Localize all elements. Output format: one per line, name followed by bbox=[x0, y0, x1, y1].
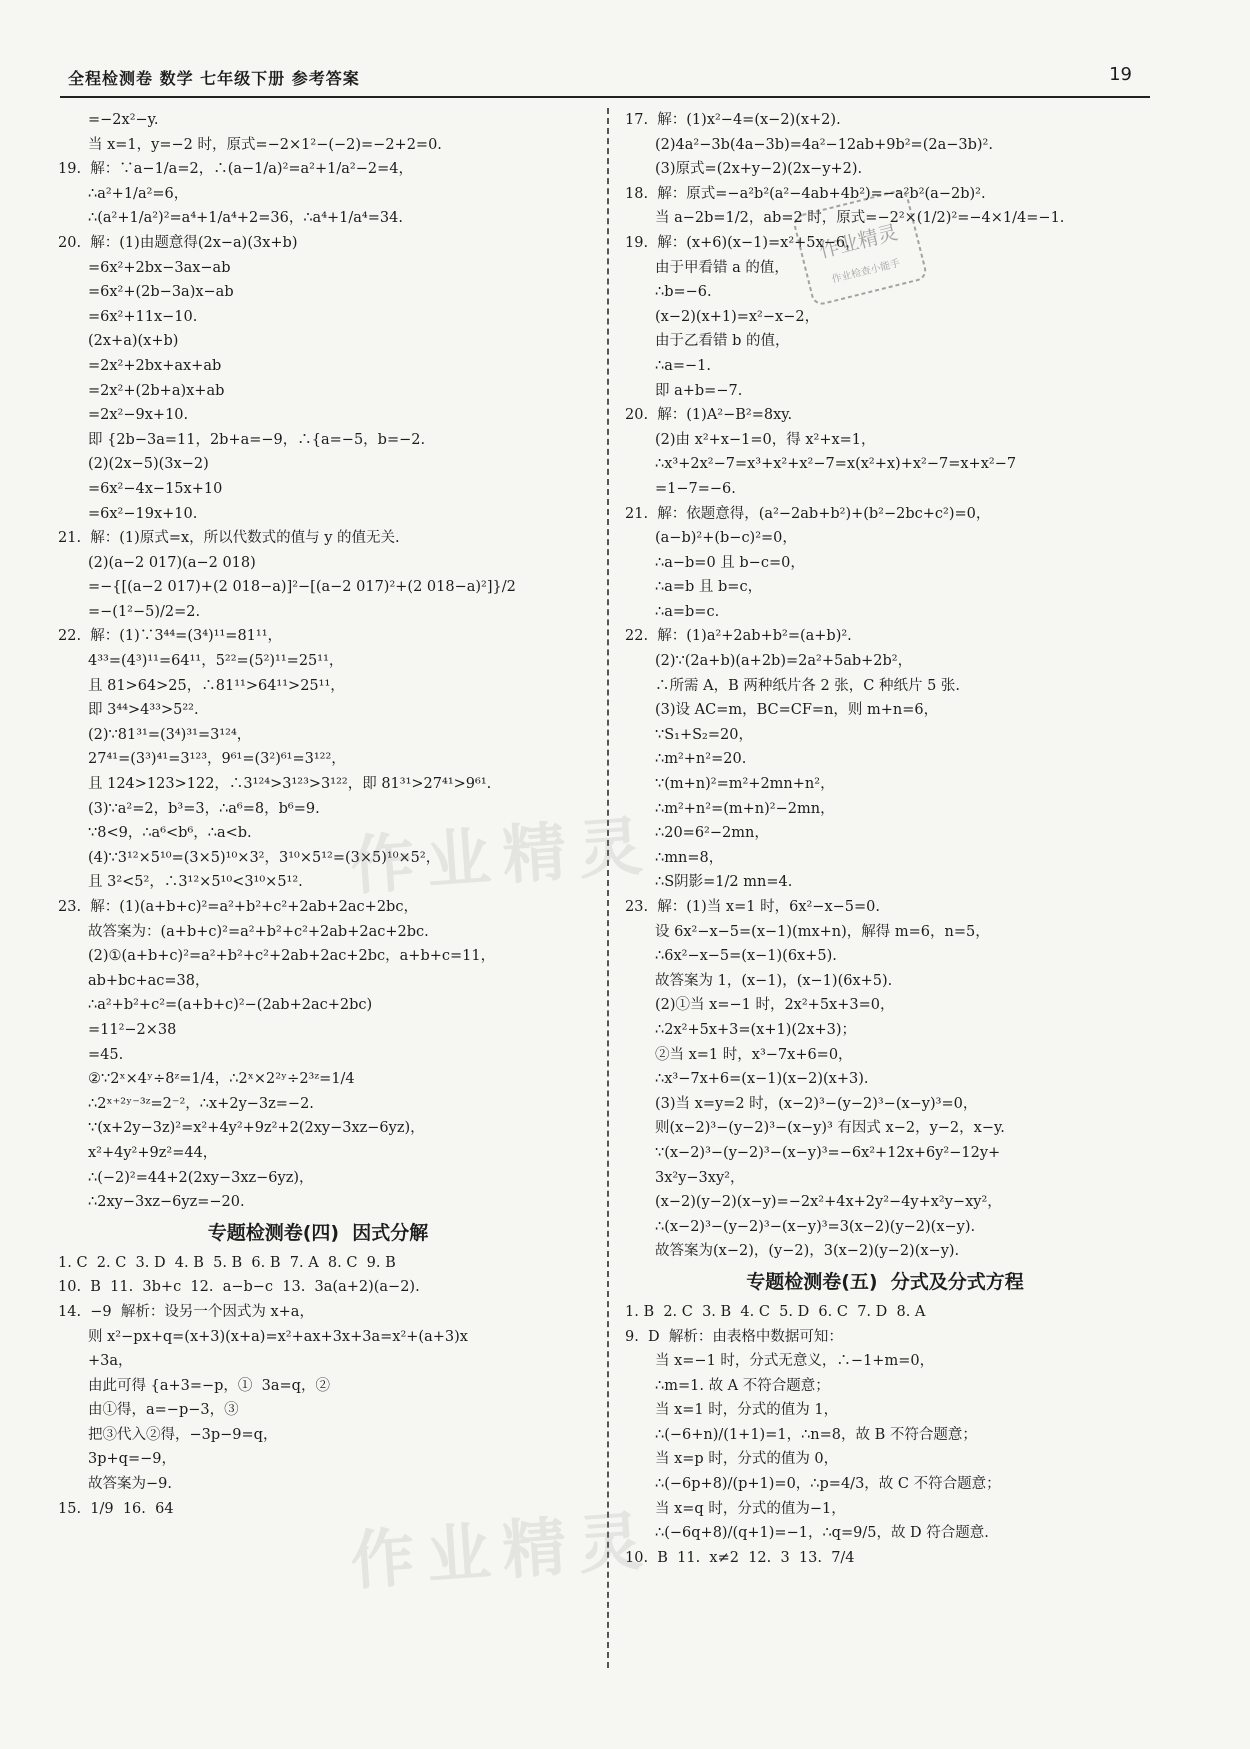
answer-line: ∴2x²+5x+3=(x+1)(2x+3)； bbox=[655, 1021, 856, 1038]
answer-line: (2)∵(2a+b)(a+2b)=2a²+5ab+2b²， bbox=[655, 653, 913, 670]
answer-line: (3)∵a²=2，b³=3，∴a⁶=8，b⁶=9. bbox=[88, 800, 320, 817]
answer-line: 10. B 11. 3b+c 12. a−b−c 13. 3a(a+2)(a−2). bbox=[58, 1279, 420, 1296]
answer-line: ∴m²+n²=20. bbox=[655, 751, 747, 768]
svg-text:作业精灵: 作业精灵 bbox=[816, 219, 901, 263]
answer-line: (3)当 x=y=2 时，(x−2)³−(y−2)³−(x−y)³=0， bbox=[655, 1095, 978, 1112]
answer-line: =2x²+(2b+a)x+ab bbox=[88, 382, 225, 399]
answer-line: ∴a=−1. bbox=[655, 357, 712, 374]
answer-line: ∴a²+b²+c²=(a+b+c)²−(2ab+2ac+2bc) bbox=[88, 997, 373, 1014]
answer-line: ∴2ˣ⁺²ʸ⁻³ᶻ=2⁻²，∴x+2y−3z=−2. bbox=[88, 1095, 314, 1112]
section-title: 专题检测卷(四) 因式分解 bbox=[207, 1221, 429, 1244]
watermark: 作业精灵 bbox=[348, 809, 657, 905]
answer-line: ∴(x−2)³−(y−2)³−(x−y)³=3(x−2)(y−2)(x−y). bbox=[655, 1218, 976, 1235]
answer-line: =6x²+2bx−3ax−ab bbox=[88, 259, 231, 276]
answer-line: ∴20=6²−2mn， bbox=[655, 825, 769, 842]
answer-line: ∵8<9，∴a⁶<b⁶，∴a<b. bbox=[88, 825, 252, 842]
answer-line: x²+4y²+9z²=44， bbox=[88, 1144, 218, 1161]
page-number: 19 bbox=[1109, 64, 1132, 85]
answer-line: 10. B 11. x≠2 12. 3 13. 7/4 bbox=[625, 1549, 855, 1566]
answer-line: (x−2)(x+1)=x²−x−2， bbox=[655, 308, 820, 325]
right-column bbox=[625, 108, 1145, 1570]
answer-line: 14. −9 解析：设另一个因式为 x+a， bbox=[58, 1303, 314, 1320]
answer-line: 21. 解：依题意得，(a²−2ab+b²)+(b²−2bc+c²)=0， bbox=[625, 505, 991, 522]
answer-line: ∴a²+1/a²=6， bbox=[88, 185, 189, 202]
answer-line: (2)①(a+b+c)²=a²+b²+c²+2ab+2ac+2bc，a+b+c=11， bbox=[88, 948, 496, 965]
answer-line: ∴(−6p+8)/(p+1)=0，∴p=4/3，故 C 不符合题意； bbox=[655, 1476, 1001, 1493]
answer-line: 故答案为(x−2)，(y−2)，3(x−2)(y−2)(x−y). bbox=[655, 1243, 960, 1260]
page-header bbox=[60, 62, 1150, 98]
answer-line: ∴S阴影=1/2 mn=4. bbox=[655, 874, 793, 891]
watermark: 作业精灵 bbox=[348, 1504, 657, 1600]
answer-line: ∴(−6+n)/(1+1)=1，∴n=8，故 B 不符合题意； bbox=[655, 1426, 977, 1443]
answer-line: 当 x=p 时，分式的值为 0， bbox=[655, 1451, 839, 1468]
answer-line: 则(x−2)³−(y−2)³−(x−y)³ 有因式 x−2，y−2，x−y. bbox=[655, 1120, 1005, 1137]
answer-line: ∴b=−6. bbox=[655, 284, 712, 301]
answer-line: =6x²−4x−15x+10 bbox=[88, 480, 223, 497]
answer-line: ②∵2ˣ×4ʸ÷8ᶻ=1/4，∴2ˣ×2²ʸ÷2³ᶻ=1/4 bbox=[88, 1071, 355, 1088]
answer-line: (a−b)²+(b−c)²=0， bbox=[655, 530, 797, 547]
answer-line: 1. B 2. C 3. B 4. C 5. D 6. C 7. D 8. A bbox=[625, 1303, 926, 1320]
answer-line: ∵(x−2)³−(y−2)³−(x−y)³=−6x²+12x+6y²−12y+ bbox=[655, 1144, 1001, 1161]
answer-line: 由此可得 {a+3=−p，① 3a=q，② bbox=[88, 1377, 330, 1394]
answer-line: =45. bbox=[88, 1046, 124, 1063]
answer-line: ∴a=b 且 b=c， bbox=[655, 579, 763, 596]
answer-line: ∴x³−7x+6=(x−1)(x−2)(x+3). bbox=[655, 1071, 869, 1088]
answer-line: 当 a−2b=1/2，ab=2 时，原式=−2²×(1/2)²=−4×1/4=−1. bbox=[655, 210, 1065, 227]
answer-line: 20. 解：(1)A²−B²=8xy. bbox=[625, 407, 793, 424]
answer-line: ∴6x²−x−5=(x−1)(6x+5). bbox=[655, 948, 837, 965]
answer-line: 23. 解：(1)当 x=1 时，6x²−x−5=0. bbox=[625, 899, 880, 915]
answer-line: 且 81>64>25，∴81¹¹>64¹¹>25¹¹， bbox=[88, 677, 345, 694]
answer-line: 当 x=1 时，分式的值为 1， bbox=[655, 1402, 839, 1419]
answer-line: =−{[(a−2 017)+(2 018−a)]²−[(a−2 017)²+(2 018−a)²]}/2 bbox=[88, 579, 516, 596]
answer-line: 1. C 2. C 3. D 4. B 5. B 6. B 7. A 8. C 9. B bbox=[58, 1254, 396, 1271]
answer-line: ∴(−2)²=44+2(2xy−3xz−6yz)， bbox=[88, 1169, 314, 1186]
answer-line: (2)(a−2 017)(a−2 018) bbox=[88, 554, 256, 571]
answer-line: 9. D 解析：由表格中数据可知： bbox=[625, 1328, 843, 1345]
answer-line: =2x²−9x+10. bbox=[88, 407, 189, 424]
answer-line: 故答案为 1，(x−1)，(x−1)(6x+5). bbox=[655, 972, 893, 989]
answer-line: 且 124>123>122，∴3¹²⁴>3¹²³>3¹²²，即 81³¹>27⁴¹>9⁶¹. bbox=[88, 776, 492, 793]
answer-line: =11²−2×38 bbox=[88, 1021, 177, 1038]
answer-line: 15. 1/9 16. 64 bbox=[58, 1500, 174, 1517]
answer-line: (2)∵81³¹=(3⁴)³¹=3¹²⁴， bbox=[88, 726, 252, 743]
answer-line: 23. 解：(1)(a+b+c)²=a²+b²+c²+2ab+2ac+2bc， bbox=[58, 899, 418, 915]
answer-line: 18. 解：原式=−a²b²(a²−4ab+4b²)=−a²b²(a−2b)². bbox=[625, 185, 986, 202]
answer-line: ∴(a²+1/a²)²=a⁴+1/a⁴+2=36，∴a⁴+1/a⁴=34. bbox=[88, 210, 403, 227]
answer-line: ∴所需 A，B 两种纸片各 2 张，C 种纸片 5 张. bbox=[655, 677, 961, 694]
answer-line: (2)4a²−3b(4a−3b)=4a²−12ab+9b²=(2a−3b)². bbox=[655, 136, 993, 153]
answer-line: 22. 解：(1)a²+2ab+b²=(a+b)². bbox=[625, 628, 852, 645]
answer-line: (x−2)(y−2)(x−y)=−2x²+4x+2y²−4y+x²y−xy²， bbox=[655, 1194, 1002, 1211]
answer-line: 由①得，a=−p−3，③ bbox=[88, 1402, 239, 1419]
answer-line: (2)①当 x=−1 时，2x²+5x+3=0， bbox=[655, 997, 895, 1014]
answer-line: (2)由 x²+x−1=0，得 x²+x=1， bbox=[655, 431, 876, 448]
answer-line: 故答案为−9. bbox=[88, 1476, 172, 1493]
answer-line: 19. 解：(x+6)(x−1)=x²+5x−6， bbox=[625, 234, 860, 251]
answer-line: =6x²+11x−10. bbox=[88, 308, 198, 325]
answer-line: 设 6x²−x−5=(x−1)(mx+n)，解得 m=6，n=5， bbox=[655, 923, 990, 940]
answer-line: 由于乙看错 b 的值， bbox=[655, 333, 790, 350]
header-title: 全程检测卷 数学 七年级下册 参考答案 bbox=[68, 69, 360, 88]
section-title: 专题检测卷(五) 分式及分式方程 bbox=[746, 1270, 1024, 1293]
answer-line: 20. 解：(1)由题意得(2x−a)(3x+b) bbox=[58, 234, 298, 251]
svg-text:作业检查小能手: 作业检查小能手 bbox=[830, 257, 902, 286]
answer-line: =6x²−19x+10. bbox=[88, 505, 198, 522]
answer-line: (2x+a)(x+b) bbox=[88, 333, 179, 350]
answer-line: 当 x=−1 时，分式无意义，∴−1+m=0， bbox=[655, 1353, 935, 1370]
answer-line: 即 a+b=−7. bbox=[655, 382, 743, 399]
answer-line: ②当 x=1 时，x³−7x+6=0， bbox=[655, 1046, 853, 1063]
answer-line: 当 x=1，y=−2 时，原式=−2×1²−(−2)=−2+2=0. bbox=[88, 136, 442, 153]
answer-line: ∵S₁+S₂=20， bbox=[655, 726, 753, 743]
answer-line: 把③代入②得，−3p−9=q， bbox=[88, 1426, 278, 1443]
answer-line: ab+bc+ac=38， bbox=[88, 972, 210, 989]
answer-line: =−2x²−y. bbox=[88, 112, 159, 128]
answer-line: 27⁴¹=(3³)⁴¹=3¹²³，9⁶¹=(3²)⁶¹=3¹²²， bbox=[88, 751, 346, 768]
answer-line: (2)(2x−5)(3x−2) bbox=[88, 456, 209, 473]
answer-line: =2x²+2bx+ax+ab bbox=[88, 357, 222, 374]
answer-line: =−(1²−5)/2=2. bbox=[88, 603, 201, 620]
answer-line: 故答案为：(a+b+c)²=a²+b²+c²+2ab+2ac+2bc. bbox=[88, 923, 429, 940]
answer-line: 且 3²<5²，∴3¹²×5¹⁰<3¹⁰×5¹². bbox=[88, 874, 303, 891]
answer-line: 由于甲看错 a 的值， bbox=[655, 259, 789, 276]
answer-line: 3x²y−3xy²， bbox=[655, 1169, 745, 1186]
answer-line: =6x²+(2b−3a)x−ab bbox=[88, 284, 234, 301]
answer-line: (3)原式=(2x+y−2)(2x−y+2). bbox=[655, 161, 863, 178]
answer-line: ∴(−6q+8)/(q+1)=−1，∴q=9/5，故 D 符合题意. bbox=[655, 1525, 989, 1542]
answer-line: 17. 解：(1)x²−4=(x−2)(x+2). bbox=[625, 112, 841, 128]
answer-line: 4³³=(4³)¹¹=64¹¹，5²²=(5²)¹¹=25¹¹， bbox=[88, 653, 344, 670]
answer-line: +3a， bbox=[88, 1353, 133, 1370]
answer-line: ∴a=b=c. bbox=[655, 603, 720, 620]
answer-line: 则 x²−px+q=(x+3)(x+a)=x²+ax+3x+3a=x²+(a+3)x bbox=[88, 1328, 468, 1345]
answer-line: ∵(x+2y−3z)²=x²+4y²+9z²+2(2xy−3xz−6yz)， bbox=[88, 1120, 425, 1137]
answer-line: (3)设 AC=m，BC=CF=n，则 m+n=6， bbox=[655, 702, 939, 719]
answer-line: 22. 解：(1)∵3⁴⁴=(3⁴)¹¹=81¹¹， bbox=[58, 628, 283, 645]
answer-line: ∴m=1. 故 A 不符合题意； bbox=[655, 1377, 830, 1394]
answer-line: ∴m²+n²=(m+n)²−2mn， bbox=[655, 800, 835, 817]
answer-line: 3p+q=−9， bbox=[88, 1451, 176, 1468]
answer-line: 当 x=q 时，分式的值为−1， bbox=[655, 1500, 846, 1517]
answer-line: 19. 解：∵a−1/a=2，∴(a−1/a)²=a²+1/a²−2=4， bbox=[58, 161, 413, 178]
answer-line: ∴x³+2x²−7=x³+x²+x²−7=x(x²+x)+x²−7=x+x²−7 bbox=[655, 456, 1017, 473]
answer-line: ∴2xy−3xz−6yz=−20. bbox=[88, 1194, 245, 1211]
answer-line: 即 3⁴⁴>4³³>5²². bbox=[88, 702, 199, 719]
answer-line: 21. 解：(1)原式=x，所以代数式的值与 y 的值无关. bbox=[58, 530, 400, 547]
answer-line: =1−7=−6. bbox=[655, 480, 736, 497]
answer-line: ∵(m+n)²=m²+2mn+n²， bbox=[655, 776, 835, 793]
answer-line: 即 {2b−3a=11，2b+a=−9，∴{a=−5，b=−2. bbox=[88, 431, 426, 448]
answer-line: ∴a−b=0 且 b−c=0， bbox=[655, 554, 805, 571]
answer-line: ∴mn=8， bbox=[655, 849, 724, 866]
answer-line: (4)∵3¹²×5¹⁰=(3×5)¹⁰×3²，3¹⁰×5¹²=(3×5)¹⁰×5²， bbox=[88, 849, 441, 866]
